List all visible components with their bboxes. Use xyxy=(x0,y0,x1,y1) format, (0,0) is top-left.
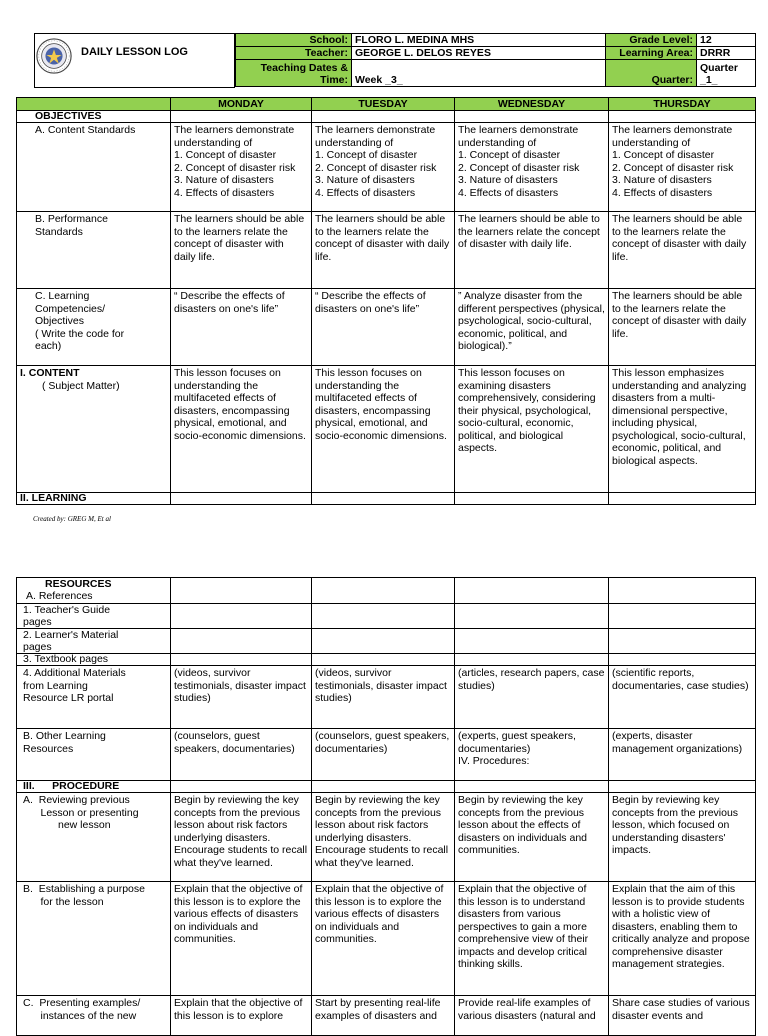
competencies-row xyxy=(17,289,756,366)
dates-label-line2: Time: xyxy=(320,74,348,86)
additional-materials-row xyxy=(17,666,756,729)
procedure-a-row xyxy=(17,793,756,882)
dates-label-line1: Teaching Dates & xyxy=(260,62,348,74)
content-standards-tuesday: The learners demonstrate understanding of 1. Concept of disaster 2. Concept of disaster risk 3. Nature of disasters 4. Effects of disasters xyxy=(312,123,455,212)
performance-standards-wednesday: The learners should be able to the learners relate the concept of disaster with daily life. xyxy=(455,212,609,289)
content-label xyxy=(17,366,171,493)
procedure-a-thursday: Begin by reviewing key concepts from the previous lesson, which focused on understanding disasters' impacts. xyxy=(609,793,756,882)
textbook-label: 3. Textbook pages xyxy=(17,654,171,666)
additional-materials-label: 4. Additional Materials from Learning Resource LR portal xyxy=(17,666,171,729)
day-wednesday: WEDNESDAY xyxy=(455,98,609,111)
other-resources-label: B. Other Learning Resources xyxy=(17,729,171,781)
additional-tuesday: (videos, survivor testimonials, disaster impact studies) xyxy=(312,666,455,729)
teachers-guide-label: 1. Teacher's Guide pages xyxy=(17,604,171,629)
competencies-tuesday: “ Describe the effects of disasters on one's life” xyxy=(312,289,455,366)
procedure-b-thursday: Explain that the aim of this lesson is to provide students with a holistic view of disasters, enabling them to critically analyze and propose comprehensive disaster management strategies. xyxy=(609,882,756,996)
additional-wednesday: (articles, research papers, case studies) xyxy=(455,666,609,729)
procedure-heading-row xyxy=(17,781,756,793)
content-label-main: I. CONTENT xyxy=(20,367,80,379)
competencies-label: C. Learning Competencies/ Objectives ( Write the code for each) xyxy=(17,289,171,366)
dates-label xyxy=(236,60,352,87)
procedure-c-wednesday: Provide real-life examples of various disasters (natural and xyxy=(455,996,609,1036)
day-monday: MONDAY xyxy=(171,98,312,111)
learning-row xyxy=(17,493,756,505)
objectives-heading-row xyxy=(17,111,756,123)
performance-standards-label: B. Performance Standards xyxy=(17,212,171,289)
created-by-footer: Created by: GREG M, Et al xyxy=(33,515,111,523)
procedure-b-monday: Explain that the objective of this lesson is to explore the various effects of disasters on individuals and communities. xyxy=(171,882,312,996)
school-value: FLORO L. MEDINA MHS xyxy=(352,34,606,47)
quarter-value: Quarter _1_ xyxy=(697,60,756,87)
quarter-label: Quarter: xyxy=(606,60,697,87)
competencies-thursday: The learners should be able to the learners relate the concept of disaster with daily life. xyxy=(609,289,756,366)
content-standards-thursday: The learners demonstrate understanding of 1. Concept of disaster 2. Concept of disaster risk 3. Nature of disasters 4. Effects of disasters xyxy=(609,123,756,212)
header-info-table xyxy=(235,33,756,87)
competencies-monday: “ Describe the effects of disasters on one's life” xyxy=(171,289,312,366)
dates-value: Week _3_ xyxy=(352,60,606,87)
procedure-c-row xyxy=(17,996,756,1036)
procedure-c-thursday: Share case studies of various disaster events and xyxy=(609,996,756,1036)
procedure-a-label: A. Reviewing previous Lesson or presenting new lesson xyxy=(17,793,171,882)
content-label-sub: ( Subject Matter) xyxy=(42,379,120,392)
references-label: A. References xyxy=(26,590,93,602)
learning-label: II. LEARNING xyxy=(17,493,171,505)
content-row xyxy=(17,366,756,493)
procedure-a-wednesday: Begin by reviewing the key concepts from the previous lesson about the effects of disasters on individuals and communities. xyxy=(455,793,609,882)
content-standards-label: A. Content Standards xyxy=(17,123,171,212)
content-monday: This lesson focuses on understanding the multifaceted effects of disasters, encompassing physical, emotional, and socio-economic dimensions. xyxy=(171,366,312,493)
title-box xyxy=(34,33,235,88)
grade-value: 12 xyxy=(697,34,756,47)
resources-heading-cell xyxy=(17,578,171,604)
procedure-b-tuesday: Explain that the objective of this lesson is to explore the various effects of disasters on individuals and communities. xyxy=(312,882,455,996)
area-value: DRRR xyxy=(697,47,756,60)
objectives-table xyxy=(16,97,756,505)
document-title: DAILY LESSON LOG xyxy=(81,46,188,58)
additional-thursday: (scientific reports, documentaries, case studies) xyxy=(609,666,756,729)
other-wednesday: (experts, guest speakers, documentaries) IV. Procedures: xyxy=(455,729,609,781)
school-label: School: xyxy=(236,34,352,47)
day-tuesday: TUESDAY xyxy=(312,98,455,111)
procedure-b-row xyxy=(17,882,756,996)
textbook-row xyxy=(17,654,756,666)
area-label: Learning Area: xyxy=(606,47,697,60)
content-standards-row xyxy=(17,123,756,212)
content-standards-monday: The learners demonstrate understanding of 1. Concept of disaster 2. Concept of disaster risk 3. Nature of disasters 4. Effects of disasters xyxy=(171,123,312,212)
learners-material-label: 2. Learner's Material pages xyxy=(17,629,171,654)
teachers-guide-row xyxy=(17,604,756,629)
content-tuesday: This lesson focuses on understanding the multifaceted effects of disasters, encompassing physical, emotional, and socio-economic dimensions. xyxy=(312,366,455,493)
resources-heading: RESOURCES xyxy=(45,578,112,590)
procedure-c-monday: Explain that the objective of this lesson is to explore xyxy=(171,996,312,1036)
resources-procedure-table xyxy=(16,577,756,1036)
day-header-blank xyxy=(17,98,171,111)
procedure-a-tuesday: Begin by reviewing the key concepts from the previous lesson about risk factors underlying disasters. Encourage students to recall what they've learned. xyxy=(312,793,455,882)
grade-label: Grade Level: xyxy=(606,34,697,47)
other-monday: (counselors, guest speakers, documentaries) xyxy=(171,729,312,781)
procedure-heading: III. PROCEDURE xyxy=(17,781,171,793)
other-thursday: (experts, disaster management organizations) xyxy=(609,729,756,781)
procedure-a-monday: Begin by reviewing the key concepts from the previous lesson about risk factors underlying disasters. Encourage students to recall what they've learned. xyxy=(171,793,312,882)
other-tuesday: (counselors, guest speakers, documentaries) xyxy=(312,729,455,781)
objectives-heading: OBJECTIVES xyxy=(17,111,171,123)
procedure-b-label: B. Establishing a purpose for the lesson xyxy=(17,882,171,996)
other-resources-row xyxy=(17,729,756,781)
procedure-c-label: C. Presenting examples/ instances of the new xyxy=(17,996,171,1036)
resources-heading-row xyxy=(17,578,756,604)
teacher-value: GEORGE L. DELOS REYES xyxy=(352,47,606,60)
learners-material-row xyxy=(17,629,756,654)
performance-standards-row xyxy=(17,212,756,289)
performance-standards-monday: The learners should be able to the learners relate the concept of disaster with daily life. xyxy=(171,212,312,289)
day-thursday: THURSDAY xyxy=(609,98,756,111)
content-wednesday: This lesson focuses on examining disasters comprehensively, considering their physical, psychological, socio-cultural, economic, political, and biological aspects. xyxy=(455,366,609,493)
performance-standards-thursday: The learners should be able to the learners relate the concept of disaster with daily life. xyxy=(609,212,756,289)
day-header-row xyxy=(17,98,756,111)
content-standards-wednesday: The learners demonstrate understanding of 1. Concept of disaster 2. Concept of disaster risk 3. Nature of disasters 4. Effects of disasters xyxy=(455,123,609,212)
procedure-b-wednesday: Explain that the objective of this lesson is to understand disasters from various perspectives to gain a more comprehensive view of their impacts and develop critical thinking skills. xyxy=(455,882,609,996)
performance-standards-tuesday: The learners should be able to the learners relate the concept of disaster with daily life. xyxy=(312,212,455,289)
additional-monday: (videos, survivor testimonials, disaster impact studies) xyxy=(171,666,312,729)
competencies-wednesday: ” Analyze disaster from the different perspectives (physical, psychological, socio-cultural, economic, political, and biological).” xyxy=(455,289,609,366)
teacher-label: Teacher: xyxy=(236,47,352,60)
content-thursday: This lesson emphasizes understanding and analyzing disasters from a multi-dimensional perspective, including physical, psychological, socio-cultural, economic, political, and biological aspects. xyxy=(609,366,756,493)
procedure-c-tuesday: Start by presenting real-life examples of disasters and xyxy=(312,996,455,1036)
deped-seal-icon xyxy=(35,37,73,75)
